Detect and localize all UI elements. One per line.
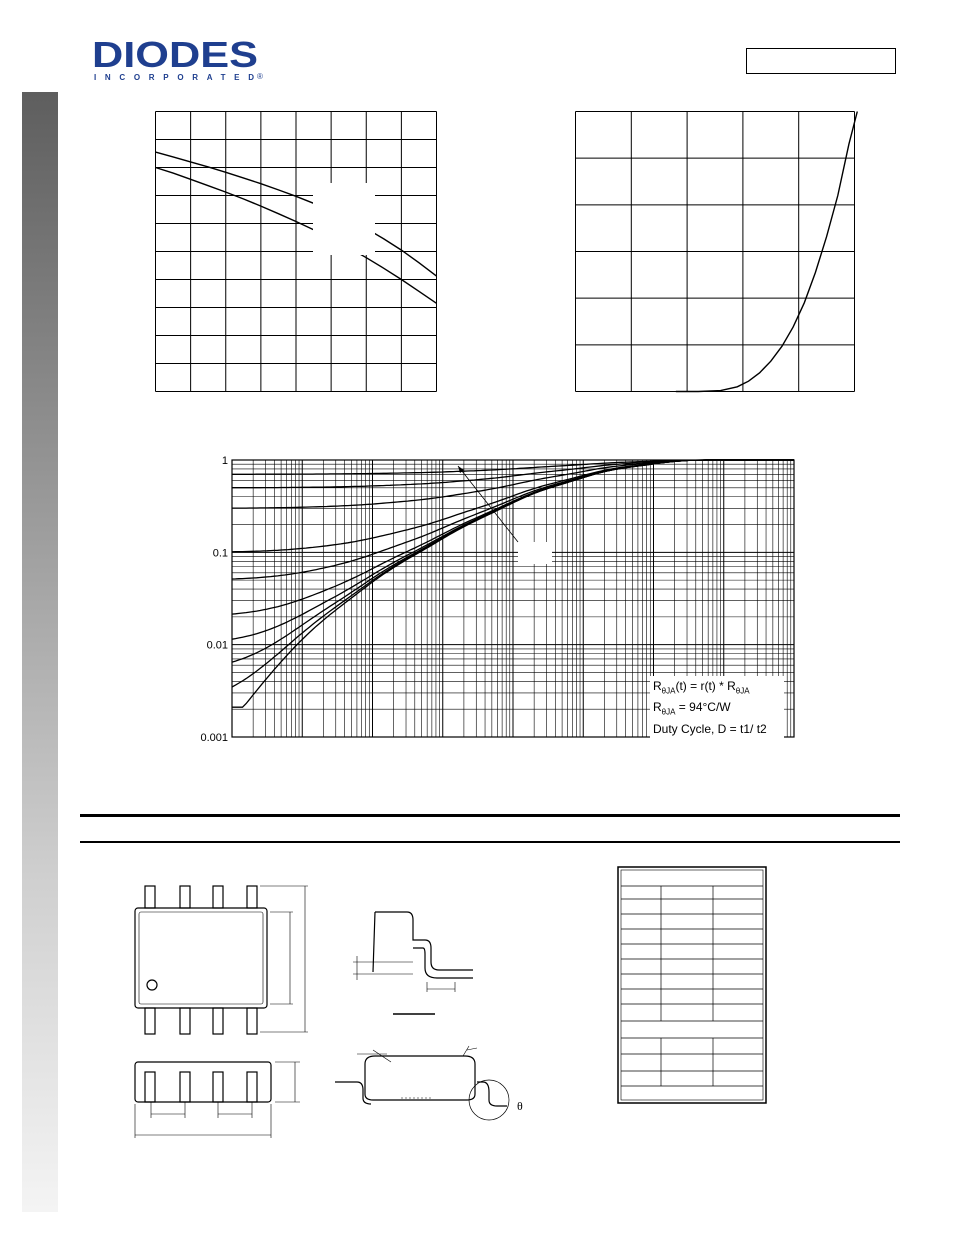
y-tick-label: 0.001 — [200, 732, 228, 744]
package-lead-detail — [345, 900, 485, 1025]
label-mask — [313, 183, 375, 255]
logo-registered-mark: ® — [257, 72, 263, 81]
y-tick-label: 0.1 — [212, 547, 228, 560]
chart-annotation-box — [650, 676, 784, 740]
y-tick-label: 1 — [221, 455, 228, 467]
y-tick-label: 0.01 — [206, 639, 228, 652]
chart-top-left — [155, 111, 437, 392]
side-gradient-bar — [22, 92, 58, 1212]
package-side-view — [125, 1056, 325, 1146]
theta-symbol: θ — [517, 1099, 523, 1113]
diodes-logo — [90, 36, 266, 84]
chart-top-right — [575, 111, 855, 392]
section-rule-top — [80, 814, 900, 817]
part-number-box — [746, 48, 896, 74]
dimensions-table — [617, 866, 767, 1106]
logo-wordmark: DIODES — [92, 34, 258, 75]
annotation-line-3: Duty Cycle, D = t1/ t2 — [653, 721, 767, 736]
package-top-view — [125, 880, 325, 1040]
label-mask — [518, 542, 552, 564]
annotation-line-1: $R_{\theta JA}(t) = r(t) * R_{\theta JA}$ — [653, 679, 750, 696]
annotation-line-2: $R_{\theta JA} = 94^\circ C/W$ — [653, 700, 731, 717]
section-rule-bottom — [80, 841, 900, 843]
package-end-view — [335, 1040, 535, 1130]
logo-subtitle: INCORPORATED — [94, 73, 255, 82]
